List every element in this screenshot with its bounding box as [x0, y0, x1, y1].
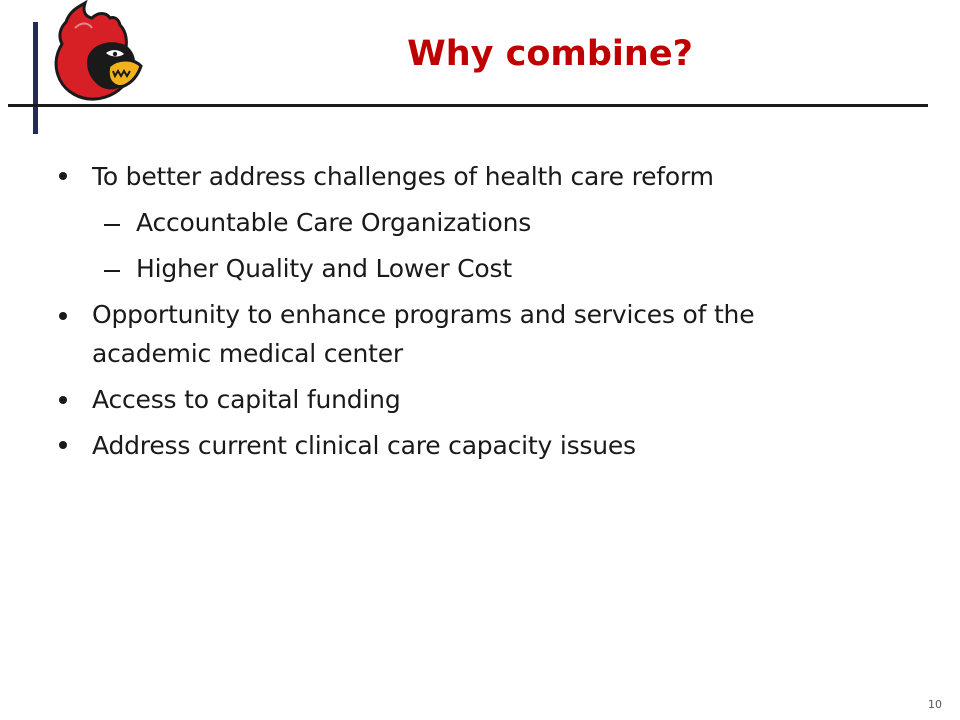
dash-icon [104, 224, 120, 226]
subitem-1: Accountable Care Organizations [136, 208, 532, 237]
bullet-item-1: To better address challenges of health care reform [92, 162, 714, 191]
subitem-2: Higher Quality and Lower Cost [136, 254, 512, 283]
bullet-item-3: Access to capital funding [92, 385, 401, 414]
bullet-dot-icon [59, 441, 67, 449]
bullet-item-2-line-1: Opportunity to enhance programs and services of the [92, 300, 755, 329]
bullet-item-4: Address current clinical care capacity issues [92, 431, 636, 460]
slide-title: Why combine? [407, 34, 693, 74]
bullet-dot-icon [59, 396, 67, 404]
page-number: 10 [928, 698, 942, 711]
dash-icon [104, 270, 120, 272]
bullet-dot-icon [59, 312, 67, 320]
bullet-item-2-line-2: academic medical center [92, 339, 403, 368]
bullet-dot-icon [59, 172, 67, 180]
